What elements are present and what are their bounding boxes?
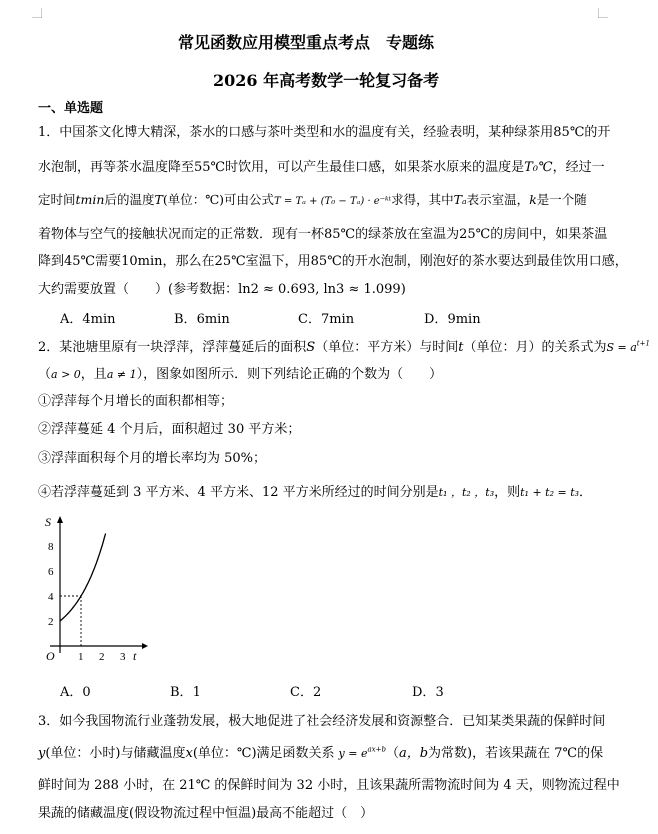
origin-label: O: [46, 649, 55, 663]
q2-statement-2: ②浮萍蔓延 4 个月后，面积超过 30 平方米；: [38, 422, 301, 437]
q2-option-d[interactable]: D．3: [412, 685, 444, 700]
q2-option-b[interactable]: B．1: [170, 685, 201, 700]
q2-option-c[interactable]: C．2: [290, 685, 322, 700]
q3-line-2: y(单位：小时)与储藏温度x(单位：℃)满足函数关系 $y = e^{ax+b}(a$，b为常数)，若该果蔬在 7℃的保: [38, 745, 604, 761]
section-heading: 一、单选题: [38, 101, 104, 116]
x-tick-label: 2: [99, 651, 105, 663]
q1-option-b[interactable]: B．6min: [174, 312, 230, 327]
x-axis-arrow: [142, 643, 148, 649]
growth-curve: [60, 534, 106, 622]
q1-line-5: 降到45℃需要10min，那么在25℃室温下，用85℃的开水泡制，刚泡好的茶水要达到最佳饮用口感，: [38, 254, 628, 269]
q1-option-a[interactable]: A．4min: [60, 312, 116, 327]
q3-line-1: 3．如今我国物流行业蓬勃发展，极大地促进了社会经济发展和资源整合．已知某类果蔬的保鲜时间: [38, 714, 606, 729]
y-axis-label: S: [45, 515, 51, 529]
y-axis-arrow: [57, 516, 63, 523]
q1-option-d[interactable]: D．9min: [424, 312, 481, 327]
q2-statement-1: ①浮萍每个月增长的面积都相等；: [38, 394, 234, 409]
y-tick-label: 4: [48, 591, 54, 603]
page-title: 常见函数应用模型重点考点 专题练: [178, 33, 435, 52]
q1-option-c[interactable]: C．7min: [298, 312, 355, 327]
corner-mark-left: [32, 8, 42, 18]
corner-mark-right: [598, 8, 608, 18]
q1-line-3: 定时间tmin后的温度T(单位：℃)可由公式T = Tₐ + (T₀ − Tₐ) · e⁻ᵏᵗ求得，其中Tₐ表示室温，k是一个随: [38, 192, 587, 207]
duckweed-growth-graph: [30, 505, 160, 670]
q2-option-a[interactable]: A．0: [60, 685, 91, 700]
x-tick-label: 3: [120, 651, 126, 663]
page-subtitle: 2026 年高考数学一轮复习备考: [213, 71, 440, 90]
y-tick-label: 8: [48, 541, 54, 553]
cooling-formula: T = Tₐ + (T₀ − Tₐ) · e⁻ᵏᵗ: [274, 196, 392, 207]
q3-line-4: 果蔬的储藏温度(假设物流过程中恒温)最高不能超过（ ）: [38, 806, 374, 821]
q2-line-2: （a > 0，且a ≠ 1），图象如图所示．则下列结论正确的个数为（ ）: [38, 367, 443, 382]
q2-statement-3: ③浮萍面积每个月的增长率均为 50%；: [38, 451, 267, 466]
x-axis-label: t: [133, 649, 137, 663]
q1-line-1: 1．中国茶文化博大精深，茶水的口感与茶叶类型和水的温度有关，经验表明，某种绿茶用85℃的开: [38, 125, 611, 140]
q1-line-2: 水泡制，再等茶水温度降至55℃时饮用，可以产生最佳口感，如果茶水原来的温度是T₀℃，经过一: [38, 160, 605, 175]
q1-line-4: 着物体与空气的接触状况而定的正常数．现有一杯85℃的绿茶放在室温为25℃的房间中，如果茶温: [38, 227, 608, 242]
q3-line-3: 鲜时间为 288 小时，在 21℃ 的保鲜时间为 32 小时，且该果蔬所需物流时间为 4 天，则物流过程中: [38, 778, 620, 793]
x-tick-label: 1: [78, 651, 84, 663]
y-tick-label: 6: [48, 566, 54, 578]
q1-line-6: 大约需要放置（ ）(参考数据：ln2 ≈ 0.693, ln3 ≈ 1.099): [38, 282, 406, 297]
q2-line-1: 2．某池塘里原有一块浮萍，浮萍蔓延后的面积S（单位：平方米）与时间t（单位：月）的关系式为$S = a^{t+1}$: [38, 339, 650, 355]
q2-statement-4: ④若浮萍蔓延到 3 平方米、4 平方米、12 平方米所经过的时间分别是t₁ ，t₂ ，t₃，则t₁ + t₂ = t₃．: [38, 485, 593, 500]
y-tick-label: 2: [48, 616, 54, 628]
